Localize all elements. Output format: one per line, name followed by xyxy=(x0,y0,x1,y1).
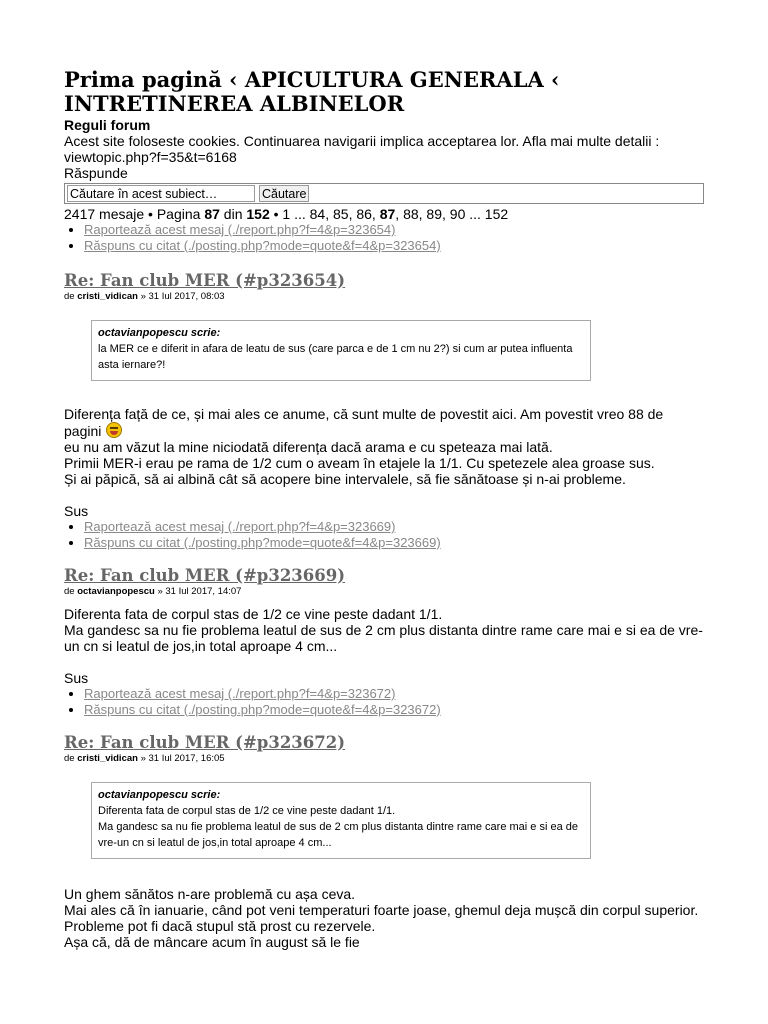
pagination-of: din xyxy=(219,206,247,222)
pagination-current-bold: 87 xyxy=(379,206,396,222)
page-title: Prima pagină ‹ APICULTURA GENERALA ‹ INTRETINEREA ALBINELOR xyxy=(64,67,560,116)
post-body xyxy=(64,606,704,654)
post-author[interactable]: cristi_vidican xyxy=(77,291,138,302)
report-post-link[interactable]: Raportează acest mesaj (./report.php?f=4&p=323654) xyxy=(84,222,396,237)
post-body-line: Așa că, dă de mâncare acum în august să le fie xyxy=(64,934,360,950)
post-author[interactable]: octavianpopescu xyxy=(77,586,155,597)
quote-text: la MER ce e diferit in afara de leatu de sus (care parca e de 1 cm nu 2?) si cum ar putea influenta asta iernare?! xyxy=(98,343,573,371)
post-body-line: Ma gandesc sa nu fie problema leatul de sus de 2 cm plus distanta dintre rame care mai e si ea de vre-un cn si leatul de jos,in total aproape 4 cm... xyxy=(64,622,703,654)
quote-reply-link[interactable]: Răspuns cu citat (./posting.php?mode=quote&f=4&p=323654) xyxy=(84,238,441,253)
byline-prefix: de xyxy=(64,291,78,302)
pagination-total-pages: 152 xyxy=(246,206,270,222)
list-item xyxy=(84,686,704,702)
post-byline xyxy=(64,586,704,598)
post-author[interactable]: cristi_vidican xyxy=(77,753,138,764)
back-to-top-link[interactable]: Sus xyxy=(64,670,89,686)
post-323654 xyxy=(64,271,704,551)
laughing-emoji-icon xyxy=(106,422,122,438)
pagination-pages-after[interactable]: , 88, 89, 90 ... 152 xyxy=(395,206,509,222)
reply-link[interactable]: Răspunde xyxy=(64,165,128,181)
list-item xyxy=(84,535,704,551)
post-date: » 31 Iul 2017, 08:03 xyxy=(137,291,225,302)
post-title-link[interactable]: Re: Fan club MER (#p323669) xyxy=(64,566,346,585)
post-title xyxy=(64,271,704,291)
post-body-line: eu nu am văzut la mine niciodată diferența dacă arama e cu speteaza mai lată. xyxy=(64,439,553,455)
list-item xyxy=(84,222,704,238)
cookies-notice: Acest site foloseste cookies. Continuarea navigarii implica acceptarea lor. Afla mai multe detalii : viewtopic.php?f=35&t=6168 xyxy=(64,133,660,165)
post-date: » 31 Iul 2017, 16:05 xyxy=(137,753,225,764)
post-body-line: Și ai păpică, să ai albină cât să acopere bine intervalele, să fie sănătoase și n-ai probleme. xyxy=(64,471,626,487)
report-post-link[interactable]: Raportează acest mesaj (./report.php?f=4&p=323669) xyxy=(84,519,396,534)
quote-reply-link[interactable]: Răspuns cu citat (./posting.php?mode=quote&f=4&p=323669) xyxy=(84,535,441,550)
post-body-line: Probleme pot fi dacă stupul stă prost cu rezervele. xyxy=(64,918,376,934)
pagination-prefix: 2417 mesaje • Pagina xyxy=(64,206,205,222)
post-323669 xyxy=(64,566,704,718)
post-body-line: Mai ales că în ianuarie, când pot veni temperaturi foarte joase, ghemul deja mușcă din corpul superior. xyxy=(64,902,699,918)
quote-text: Diferenta fata de corpul stas de 1/2 ce vine peste dadant 1/1. xyxy=(98,805,396,817)
post-body-line: Primii MER-i erau pe rama de 1/2 cum o aveam în etajele la 1/1. Cu spetezele alea groase sus. xyxy=(64,455,655,471)
topic-search-input[interactable] xyxy=(67,185,255,202)
post-body-line: Un ghem sănătos n-are problemă cu așa ceva. xyxy=(64,886,356,902)
post-body-text: Diferența față de ce, și mai ales ce anume, că sunt multe de povestit aici. Am povestit vreo 88 de pagini xyxy=(64,406,664,439)
forum-rules-link[interactable]: Reguli forum xyxy=(64,117,151,133)
quote-text: Ma gandesc sa nu fie problema leatul de sus de 2 cm plus distanta dintre rame care mai e si ea de vre-un cn si leatul de jos,in total aproape 4 cm... xyxy=(98,821,578,849)
topic-search-form xyxy=(64,183,704,204)
post-body-line xyxy=(64,406,704,439)
post-title xyxy=(64,566,704,586)
post-title-link[interactable]: Re: Fan club MER (#p323654) xyxy=(64,271,346,290)
quote-author: octavianpopescu scrie: xyxy=(98,789,221,801)
post-byline xyxy=(64,291,704,303)
byline-prefix: de xyxy=(64,753,78,764)
post-actions-top xyxy=(64,222,704,254)
post-body-line: Diferenta fata de corpul stas de 1/2 ce vine peste dadant 1/1. xyxy=(64,606,443,622)
list-item xyxy=(84,519,704,535)
post-title xyxy=(64,733,704,753)
post-actions xyxy=(64,519,704,551)
post-body xyxy=(64,406,704,487)
quote-author: octavianpopescu scrie: xyxy=(98,327,221,339)
post-quote xyxy=(91,320,591,381)
pagination-pages-before[interactable]: • 1 ... 84, 85, 86, xyxy=(269,206,380,222)
list-item xyxy=(84,702,704,718)
byline-prefix: de xyxy=(64,586,78,597)
pagination xyxy=(64,206,704,222)
post-title-link[interactable]: Re: Fan club MER (#p323672) xyxy=(64,733,346,752)
search-button[interactable]: Căutare xyxy=(259,185,309,202)
quote-reply-link[interactable]: Răspuns cu citat (./posting.php?mode=quote&f=4&p=323672) xyxy=(84,702,441,717)
pagination-current-page: 87 xyxy=(204,206,220,222)
back-to-top-link[interactable]: Sus xyxy=(64,503,89,519)
report-post-link[interactable]: Raportează acest mesaj (./report.php?f=4&p=323672) xyxy=(84,686,396,701)
post-byline xyxy=(64,753,704,765)
post-date: » 31 Iul 2017, 14:07 xyxy=(154,586,242,597)
post-quote xyxy=(91,782,591,859)
post-323672 xyxy=(64,733,704,950)
list-item xyxy=(84,238,704,254)
post-body xyxy=(64,886,704,950)
post-actions xyxy=(64,686,704,718)
